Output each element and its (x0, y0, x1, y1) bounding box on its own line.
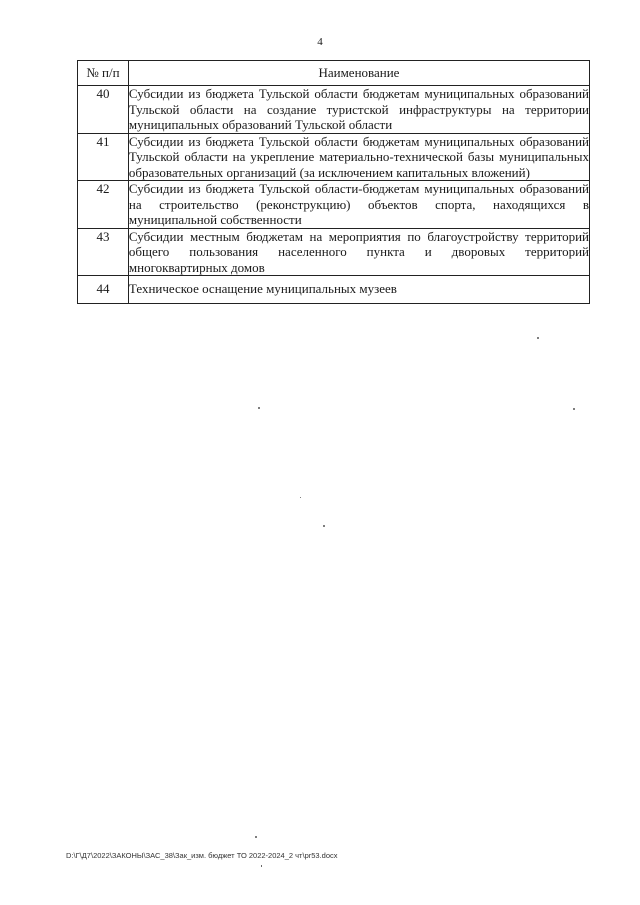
page-number: 4 (317, 36, 323, 48)
row-number: 41 (78, 133, 129, 181)
header-number: № п/п (78, 61, 129, 86)
row-number: 42 (78, 181, 129, 229)
row-name: Субсидии из бюджета Тульской области бюджетам муниципальных образований Тульской области на укрепление материально-технической базы муниципальных образовательных организаций (за исключением капитальных вложений) (128, 133, 589, 180)
scan-speck (323, 525, 325, 527)
scan-speck (261, 865, 262, 867)
table-row (78, 86, 590, 134)
row-name: Субсидии из бюджета Тульской области бюджетам муниципальных образований Тульской области на создание туристской инфраструктуры на территории муниципальных образований Тульской области (128, 86, 589, 132)
row-name: Субсидии местным бюджетам на мероприятия по благоустройству территорий общего пользования населенного пункта и дворовых территорий многоквартирных домов (128, 228, 589, 275)
table-header-row (78, 61, 590, 86)
table-row (78, 228, 590, 276)
file-path-footer: D:\Г\Д7\2022\ЗАКОНЫ\ЗАС_38\Зак_изм. бюджет ТО 2022-2024_2 чт\pr53.docx (66, 851, 338, 860)
row-number: 44 (78, 276, 129, 304)
scan-speck (300, 497, 301, 498)
row-name: Субсидии из бюджета Тульской области-бюджетам муниципальных образований на строительство (реконструкцию) объектов спорта, находящихся в муниципальной собственности (128, 181, 589, 227)
row-number: 40 (78, 86, 129, 134)
row-name: Техническое оснащение муниципальных музеев (128, 276, 589, 304)
row-number: 43 (78, 228, 129, 276)
scan-speck (255, 836, 257, 838)
subsidies-table (77, 60, 590, 304)
scan-speck (537, 337, 539, 339)
header-name: Наименование (128, 61, 589, 86)
table-row (78, 133, 590, 181)
table-row (78, 181, 590, 229)
scan-speck (573, 408, 575, 410)
scan-speck (258, 407, 260, 409)
table-row (78, 276, 590, 304)
